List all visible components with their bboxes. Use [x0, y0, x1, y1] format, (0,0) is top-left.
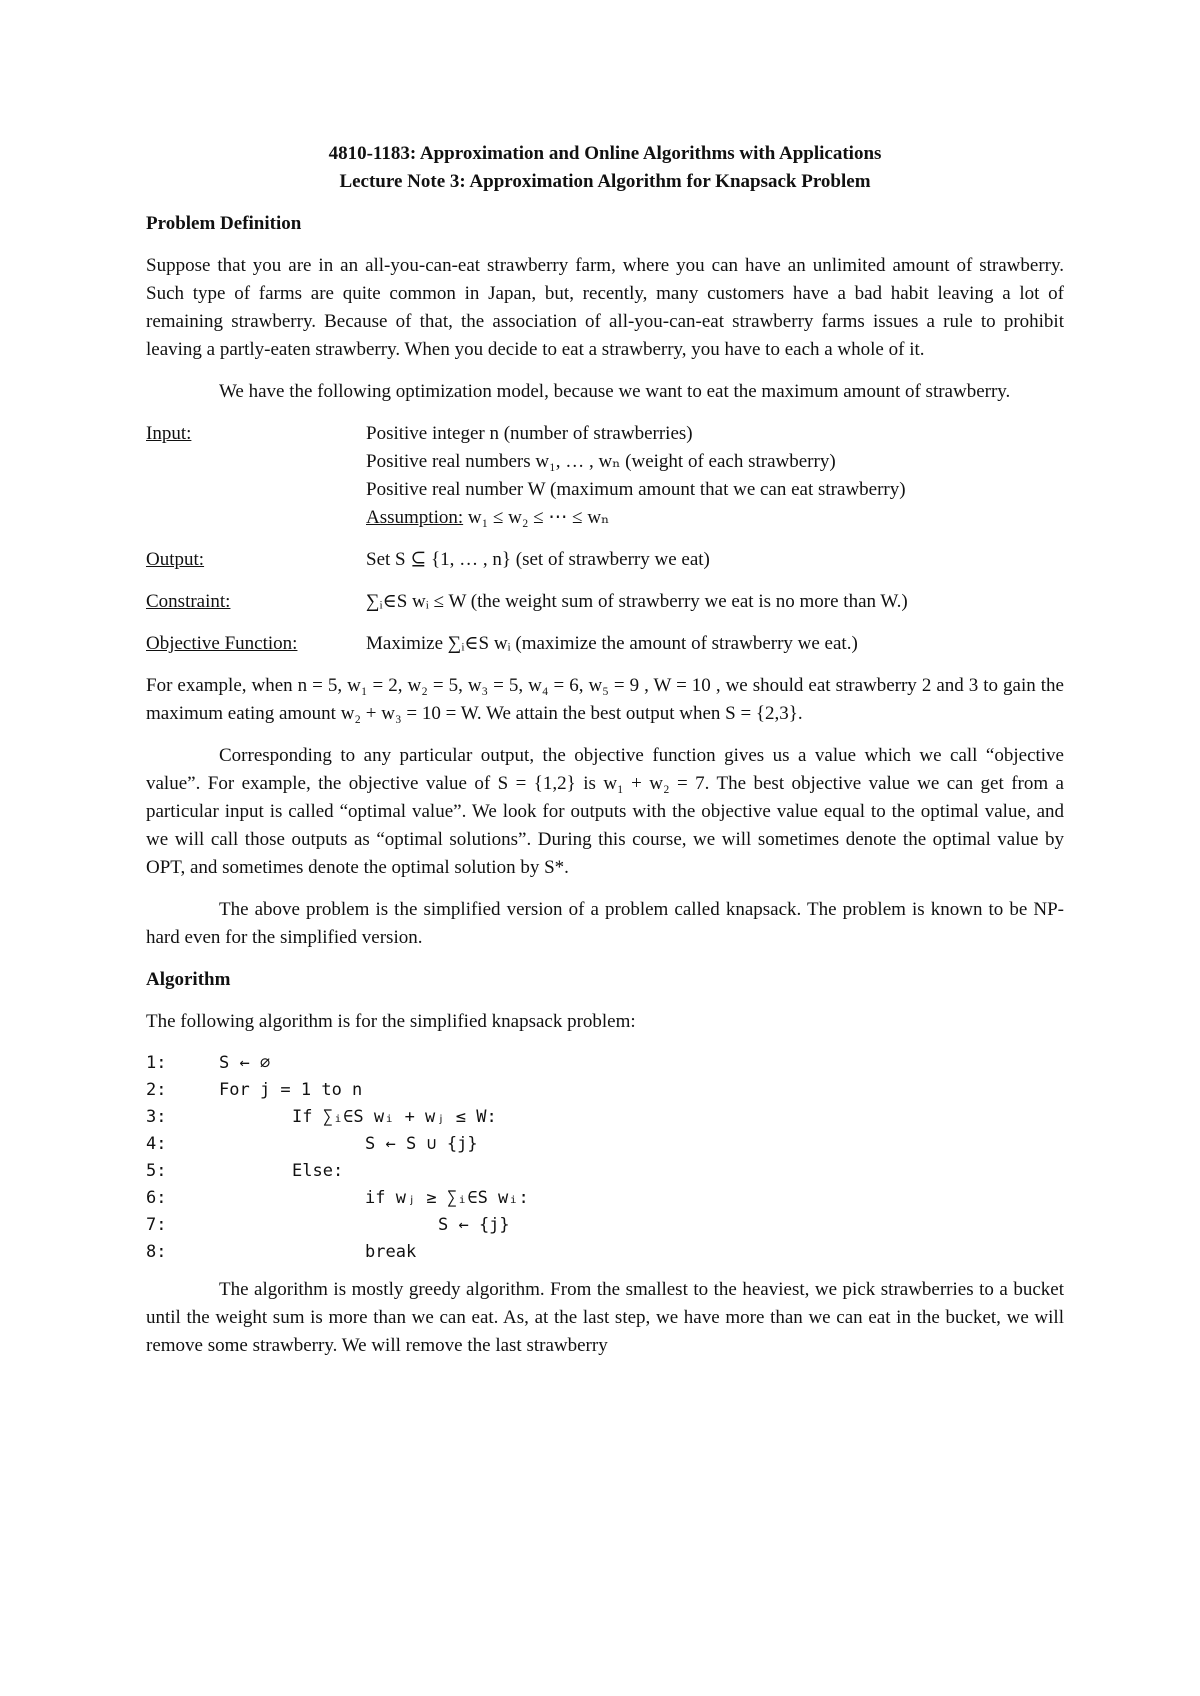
lecture-title: Lecture Note 3: Approximation Algorithm for Knapsack Problem — [339, 171, 871, 192]
definition-label: Input: — [146, 423, 192, 444]
line-code: For j = 1 to n — [219, 1080, 363, 1100]
model-paragraph: We have the following optimization model, because we want to eat the maximum amount of strawberry. — [219, 381, 1011, 402]
line-number: 4: — [146, 1134, 167, 1154]
line-code: Else: — [292, 1161, 344, 1181]
line-code: If ∑ᵢ∈S wᵢ + wⱼ ≤ W: — [292, 1107, 497, 1127]
algorithm-intro: The following algorithm is for the simplified knapsack problem: — [146, 1011, 636, 1032]
definition-objective — [146, 630, 1064, 658]
np-hard-paragraph: The above problem is the simplified version of a problem called knapsack. The problem is known to be NP-hard even for the simplified version. — [146, 899, 1064, 948]
line-number: 2: — [146, 1080, 167, 1100]
algorithm-line — [146, 1077, 1064, 1104]
greedy-paragraph: The algorithm is mostly greedy algorithm. From the smallest to the heaviest, we pick strawberries to a bucket until the weight sum is more than we can eat. As, at the last step, we have more than we can eat in the bucket, we will remove some strawberry. We will remove the last strawberry — [146, 1279, 1064, 1356]
definition-label: Objective Function: — [146, 633, 298, 654]
problem-definition-heading: Problem Definition — [146, 213, 302, 234]
definition-line: Maximize ∑ᵢ∈S wᵢ (maximize the amount of strawberry we eat.) — [366, 633, 858, 654]
algorithm-line — [146, 1185, 1064, 1212]
definition-line: Positive real number W (maximum amount that we can eat strawberry) — [366, 479, 906, 500]
document-page — [146, 140, 1064, 1374]
definition-label: Output: — [146, 549, 205, 570]
algorithm-line — [146, 1104, 1064, 1131]
example-paragraph: For example, when n = 5, w₁ = 2, w₂ = 5, w₃ = 5, w₄ = 6, w₅ = 9 , W = 10 , we should eat strawberry 2 and 3 to gain the maximum eating amount w₂ + w₃ = 10 = W. We attain the best output when S = {2,3}. — [146, 675, 1064, 724]
definition-value — [366, 546, 710, 574]
algorithm-listing — [146, 1050, 1064, 1266]
definition-output — [146, 546, 1064, 574]
definition-line: Positive integer n (number of strawberries) — [366, 423, 693, 444]
line-code: S ← S ∪ {j} — [365, 1134, 478, 1154]
assumption-label: Assumption: — [366, 507, 464, 528]
definition-value — [366, 588, 908, 616]
course-title: 4810-1183: Approximation and Online Algorithms with Applications — [328, 143, 882, 164]
line-number: 1: — [146, 1053, 167, 1073]
algorithm-heading: Algorithm — [146, 969, 231, 990]
assumption-line — [366, 504, 906, 532]
definition-line: Positive real numbers w₁, … , wₙ (weight of each strawberry) — [366, 451, 836, 472]
algorithm-line — [146, 1158, 1064, 1185]
line-code: S ← {j} — [438, 1215, 510, 1235]
line-number: 3: — [146, 1107, 167, 1127]
definition-line: Set S ⊆ {1, … , n} (set of strawberry we eat) — [366, 549, 710, 570]
line-number: 5: — [146, 1161, 167, 1181]
algorithm-line — [146, 1239, 1064, 1266]
definition-line: ∑ᵢ∈S wᵢ ≤ W (the weight sum of strawberry we eat is no more than W.) — [366, 591, 908, 612]
line-code: break — [365, 1242, 417, 1262]
intro-paragraph: Suppose that you are in an all-you-can-eat strawberry farm, where you can have an unlimited amount of strawberry. Such type of farms are quite common in Japan, but, recently, many customers have a bad habit leaving a lot of remaining strawberry. Because of that, the association of all-you-can-eat strawberry farms issues a rule to prohibit leaving a partly-eaten strawberry. When you decide to eat a strawberry, you have to each a whole of it. — [146, 255, 1064, 360]
algorithm-line — [146, 1212, 1064, 1239]
objective-paragraph: Corresponding to any particular output, the objective function gives us a value which we call “objective value”. For example, the objective value of S = {1,2} is w₁ + w₂ = 7. The best objective value we can get from a particular input is called “optimal value”. We look for outputs with the objective value equal to the optimal value, and we will call those outputs as “optimal solutions”. During this course, we will sometimes denote the optimal value by OPT, and sometimes denote the optimal solution by S*. — [146, 745, 1064, 878]
definition-value — [366, 420, 906, 532]
definition-label: Constraint: — [146, 591, 231, 612]
algorithm-line — [146, 1131, 1064, 1158]
definition-constraint — [146, 588, 1064, 616]
algorithm-line — [146, 1050, 1064, 1077]
definition-input — [146, 420, 1064, 532]
definitions — [146, 420, 1064, 658]
line-number: 7: — [146, 1215, 167, 1235]
definition-value — [366, 630, 858, 658]
line-code: if wⱼ ≥ ∑ᵢ∈S wᵢ: — [365, 1188, 529, 1208]
line-number: 6: — [146, 1188, 167, 1208]
line-code: S ← ∅ — [219, 1053, 271, 1073]
assumption-formula: w₁ ≤ w₂ ≤ ⋯ ≤ wₙ — [467, 507, 610, 528]
line-number: 8: — [146, 1242, 167, 1262]
